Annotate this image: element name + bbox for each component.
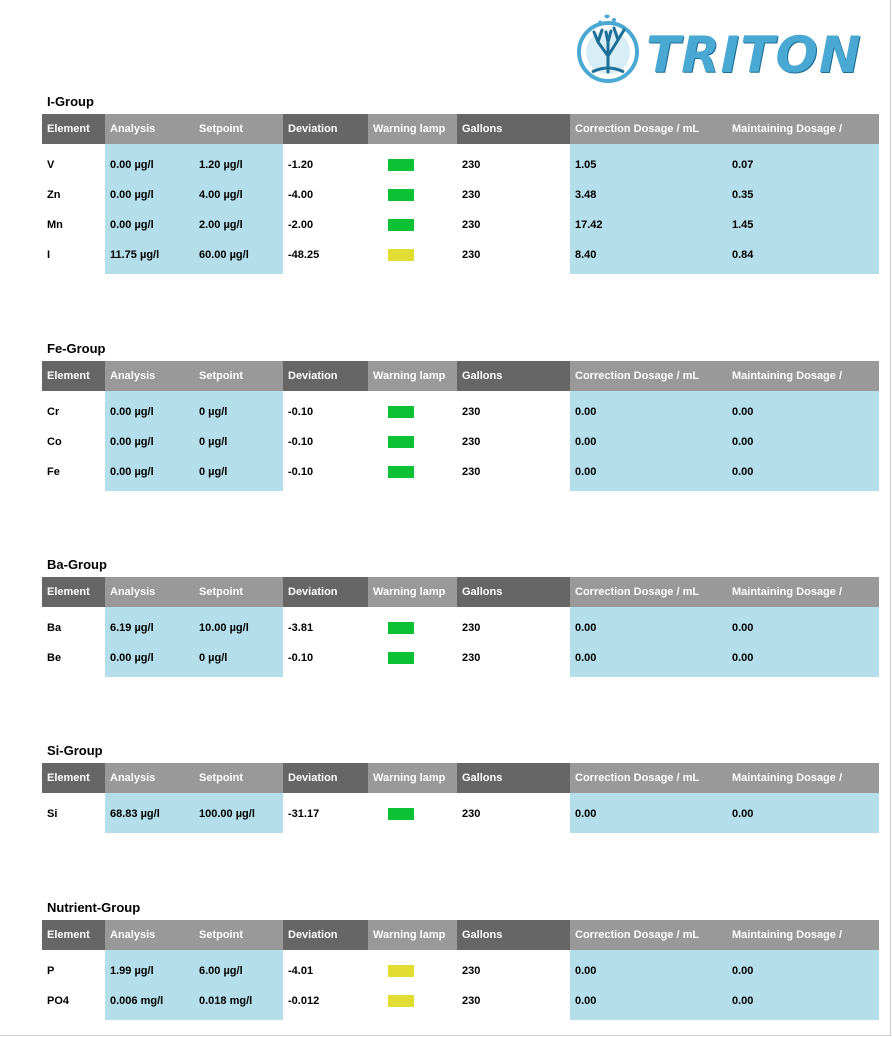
column-header: Element bbox=[42, 114, 105, 144]
cell-maintaining: 0.35 bbox=[727, 180, 879, 210]
cell-setpoint: 0 µg/l bbox=[194, 427, 283, 457]
cell-maintaining: 0.07 bbox=[727, 144, 879, 180]
cell-maintaining: 0.00 bbox=[727, 457, 879, 491]
warning-lamp-cell bbox=[368, 607, 457, 643]
cell-correction: 0.00 bbox=[570, 457, 727, 491]
cell-maintaining: 1.45 bbox=[727, 210, 879, 240]
group-table bbox=[42, 361, 879, 491]
warning-lamp-indicator bbox=[388, 189, 414, 201]
cell-correction: 0.00 bbox=[570, 427, 727, 457]
cell-analysis: 0.006 mg/l bbox=[105, 986, 194, 1020]
cell-gallons: 230 bbox=[457, 240, 570, 274]
cell-deviation: -3.81 bbox=[283, 607, 368, 643]
cell-gallons: 230 bbox=[457, 210, 570, 240]
cell-setpoint: 0 µg/l bbox=[194, 643, 283, 677]
column-header: Gallons bbox=[457, 763, 570, 793]
cell-deviation: -48.25 bbox=[283, 240, 368, 274]
cell-maintaining: 0.84 bbox=[727, 240, 879, 274]
table-header-row bbox=[42, 763, 879, 793]
group-title: Fe-Group bbox=[47, 341, 106, 356]
column-header: Correction Dosage / mL bbox=[570, 114, 727, 144]
warning-lamp-cell bbox=[368, 180, 457, 210]
warning-lamp-cell bbox=[368, 391, 457, 427]
cell-analysis: 0.00 µg/l bbox=[105, 144, 194, 180]
cell-element: Ba bbox=[42, 607, 105, 643]
warning-lamp-indicator bbox=[388, 219, 414, 231]
cell-deviation: -0.10 bbox=[283, 427, 368, 457]
warning-lamp-cell bbox=[368, 986, 457, 1020]
table-row bbox=[42, 457, 879, 491]
column-header: Correction Dosage / mL bbox=[570, 577, 727, 607]
cell-correction: 1.05 bbox=[570, 144, 727, 180]
table-row bbox=[42, 793, 879, 833]
cell-element: Cr bbox=[42, 391, 105, 427]
warning-lamp-cell bbox=[368, 427, 457, 457]
cell-correction: 3.48 bbox=[570, 180, 727, 210]
cell-analysis: 11.75 µg/l bbox=[105, 240, 194, 274]
warning-lamp-cell bbox=[368, 793, 457, 833]
cell-correction: 17.42 bbox=[570, 210, 727, 240]
cell-element: Fe bbox=[42, 457, 105, 491]
column-header: Warning lamp bbox=[368, 361, 457, 391]
cell-setpoint: 100.00 µg/l bbox=[194, 793, 283, 833]
cell-setpoint: 1.20 µg/l bbox=[194, 144, 283, 180]
cell-deviation: -31.17 bbox=[283, 793, 368, 833]
cell-analysis: 0.00 µg/l bbox=[105, 427, 194, 457]
cell-analysis: 0.00 µg/l bbox=[105, 457, 194, 491]
cell-correction: 0.00 bbox=[570, 950, 727, 986]
cell-gallons: 230 bbox=[457, 607, 570, 643]
cell-setpoint: 2.00 µg/l bbox=[194, 210, 283, 240]
warning-lamp-indicator bbox=[388, 808, 414, 820]
table-header-row bbox=[42, 577, 879, 607]
cell-maintaining: 0.00 bbox=[727, 607, 879, 643]
cell-setpoint: 6.00 µg/l bbox=[194, 950, 283, 986]
column-header: Analysis bbox=[105, 763, 194, 793]
column-header: Deviation bbox=[283, 577, 368, 607]
column-header: Setpoint bbox=[194, 361, 283, 391]
column-header: Deviation bbox=[283, 763, 368, 793]
cell-correction: 0.00 bbox=[570, 793, 727, 833]
column-header: Gallons bbox=[457, 114, 570, 144]
column-header: Maintaining Dosage / bbox=[727, 920, 879, 950]
cell-correction: 0.00 bbox=[570, 607, 727, 643]
cell-maintaining: 0.00 bbox=[727, 986, 879, 1020]
column-header: Analysis bbox=[105, 577, 194, 607]
cell-correction: 8.40 bbox=[570, 240, 727, 274]
cell-element: Be bbox=[42, 643, 105, 677]
group-title: Ba-Group bbox=[47, 557, 107, 572]
cell-deviation: -0.10 bbox=[283, 391, 368, 427]
warning-lamp-indicator bbox=[388, 159, 414, 171]
column-header: Maintaining Dosage / bbox=[727, 114, 879, 144]
column-header: Element bbox=[42, 577, 105, 607]
cell-correction: 0.00 bbox=[570, 391, 727, 427]
cell-maintaining: 0.00 bbox=[727, 950, 879, 986]
table-row bbox=[42, 240, 879, 274]
warning-lamp-indicator bbox=[388, 436, 414, 448]
cell-element: Co bbox=[42, 427, 105, 457]
cell-element: Zn bbox=[42, 180, 105, 210]
cell-analysis: 1.99 µg/l bbox=[105, 950, 194, 986]
group-title: Si-Group bbox=[47, 743, 103, 758]
warning-lamp-indicator bbox=[388, 995, 414, 1007]
column-header: Deviation bbox=[283, 361, 368, 391]
cell-element: Si bbox=[42, 793, 105, 833]
cell-gallons: 230 bbox=[457, 457, 570, 491]
cell-analysis: 0.00 µg/l bbox=[105, 210, 194, 240]
table-header-row bbox=[42, 920, 879, 950]
column-header: Maintaining Dosage / bbox=[727, 361, 879, 391]
group-title: I-Group bbox=[47, 94, 94, 109]
column-header: Element bbox=[42, 763, 105, 793]
column-header: Setpoint bbox=[194, 763, 283, 793]
column-header: Setpoint bbox=[194, 114, 283, 144]
column-header: Maintaining Dosage / bbox=[727, 577, 879, 607]
cell-correction: 0.00 bbox=[570, 986, 727, 1020]
column-header: Setpoint bbox=[194, 920, 283, 950]
column-header: Warning lamp bbox=[368, 577, 457, 607]
group-table bbox=[42, 763, 879, 833]
cell-setpoint: 0 µg/l bbox=[194, 457, 283, 491]
column-header: Analysis bbox=[105, 920, 194, 950]
warning-lamp-cell bbox=[368, 210, 457, 240]
column-header: Element bbox=[42, 920, 105, 950]
column-header: Correction Dosage / mL bbox=[570, 920, 727, 950]
warning-lamp-cell bbox=[368, 950, 457, 986]
column-header: Warning lamp bbox=[368, 114, 457, 144]
warning-lamp-indicator bbox=[388, 249, 414, 261]
cell-analysis: 0.00 µg/l bbox=[105, 180, 194, 210]
cell-deviation: -0.10 bbox=[283, 457, 368, 491]
group-title: Nutrient-Group bbox=[47, 900, 141, 915]
table-row bbox=[42, 391, 879, 427]
column-header: Deviation bbox=[283, 920, 368, 950]
warning-lamp-indicator bbox=[388, 406, 414, 418]
column-header: Gallons bbox=[457, 361, 570, 391]
cell-analysis: 0.00 µg/l bbox=[105, 391, 194, 427]
warning-lamp-cell bbox=[368, 457, 457, 491]
table-row bbox=[42, 427, 879, 457]
cell-setpoint: 0 µg/l bbox=[194, 391, 283, 427]
column-header: Warning lamp bbox=[368, 920, 457, 950]
cell-deviation: -1.20 bbox=[283, 144, 368, 180]
cell-element: P bbox=[42, 950, 105, 986]
cell-setpoint: 60.00 µg/l bbox=[194, 240, 283, 274]
cell-gallons: 230 bbox=[457, 427, 570, 457]
column-header: Element bbox=[42, 361, 105, 391]
cell-analysis: 6.19 µg/l bbox=[105, 607, 194, 643]
cell-gallons: 230 bbox=[457, 793, 570, 833]
warning-lamp-cell bbox=[368, 643, 457, 677]
cell-deviation: -0.10 bbox=[283, 643, 368, 677]
warning-lamp-indicator bbox=[388, 466, 414, 478]
table-row bbox=[42, 144, 879, 180]
table-row bbox=[42, 643, 879, 677]
cell-deviation: -4.01 bbox=[283, 950, 368, 986]
cell-element: PO4 bbox=[42, 986, 105, 1020]
table-row bbox=[42, 210, 879, 240]
cell-element: I bbox=[42, 240, 105, 274]
cell-setpoint: 4.00 µg/l bbox=[194, 180, 283, 210]
cell-gallons: 230 bbox=[457, 986, 570, 1020]
table-row bbox=[42, 607, 879, 643]
cell-maintaining: 0.00 bbox=[727, 793, 879, 833]
cell-maintaining: 0.00 bbox=[727, 427, 879, 457]
coral-logo-icon bbox=[574, 12, 644, 86]
warning-lamp-cell bbox=[368, 240, 457, 274]
group-table bbox=[42, 920, 879, 1020]
column-header: Correction Dosage / mL bbox=[570, 763, 727, 793]
column-header: Gallons bbox=[457, 577, 570, 607]
group-table bbox=[42, 114, 879, 274]
column-header: Correction Dosage / mL bbox=[570, 361, 727, 391]
table-row bbox=[42, 950, 879, 986]
triton-logo bbox=[574, 12, 862, 86]
cell-analysis: 0.00 µg/l bbox=[105, 643, 194, 677]
cell-deviation: -4.00 bbox=[283, 180, 368, 210]
column-header: Deviation bbox=[283, 114, 368, 144]
cell-gallons: 230 bbox=[457, 180, 570, 210]
cell-element: V bbox=[42, 144, 105, 180]
cell-setpoint: 10.00 µg/l bbox=[194, 607, 283, 643]
warning-lamp-indicator bbox=[388, 622, 414, 634]
cell-setpoint: 0.018 mg/l bbox=[194, 986, 283, 1020]
warning-lamp-indicator bbox=[388, 965, 414, 977]
column-header: Setpoint bbox=[194, 577, 283, 607]
cell-correction: 0.00 bbox=[570, 643, 727, 677]
table-row bbox=[42, 986, 879, 1020]
column-header: Gallons bbox=[457, 920, 570, 950]
table-header-row bbox=[42, 361, 879, 391]
warning-lamp-cell bbox=[368, 144, 457, 180]
cell-maintaining: 0.00 bbox=[727, 391, 879, 427]
table-row bbox=[42, 180, 879, 210]
column-header: Analysis bbox=[105, 114, 194, 144]
cell-maintaining: 0.00 bbox=[727, 643, 879, 677]
cell-gallons: 230 bbox=[457, 643, 570, 677]
cell-gallons: 230 bbox=[457, 391, 570, 427]
table-header-row bbox=[42, 114, 879, 144]
cell-gallons: 230 bbox=[457, 144, 570, 180]
warning-lamp-indicator bbox=[388, 652, 414, 664]
column-header: Analysis bbox=[105, 361, 194, 391]
logo-wordmark: TRITON bbox=[646, 26, 862, 84]
cell-deviation: -0.012 bbox=[283, 986, 368, 1020]
cell-gallons: 230 bbox=[457, 950, 570, 986]
column-header: Maintaining Dosage / bbox=[727, 763, 879, 793]
group-table bbox=[42, 577, 879, 677]
column-header: Warning lamp bbox=[368, 763, 457, 793]
cell-deviation: -2.00 bbox=[283, 210, 368, 240]
cell-analysis: 68.83 µg/l bbox=[105, 793, 194, 833]
cell-element: Mn bbox=[42, 210, 105, 240]
